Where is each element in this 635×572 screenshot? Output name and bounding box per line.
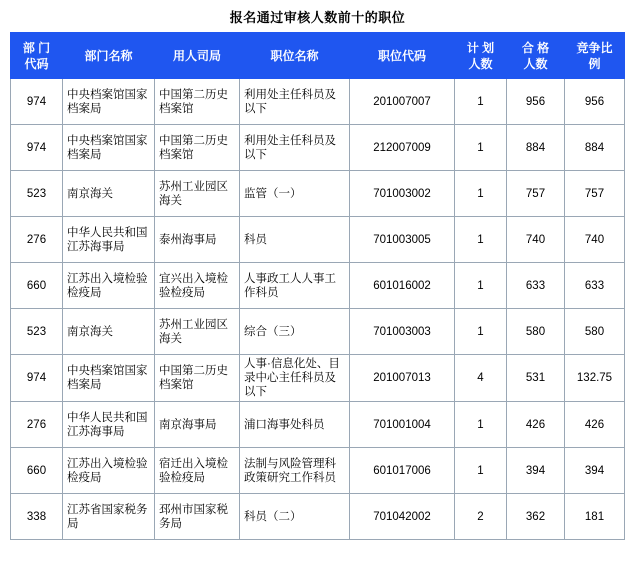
cell-dept-name: 南京海关 [63, 309, 155, 355]
header-dept-code: 部 门 代码 [11, 33, 63, 79]
page-title: 报名通过审核人数前十的职位 [229, 10, 406, 25]
cell-passed-count: 362 [507, 494, 565, 540]
cell-post-code: 701003005 [350, 217, 455, 263]
cell-post-name: 人事政工人人事工作科员 [240, 263, 350, 309]
cell-dept-code: 974 [11, 355, 63, 402]
cell-passed-count: 884 [507, 125, 565, 171]
header-plan-count: 计 划 人数 [455, 33, 507, 79]
cell-post-code: 601016002 [350, 263, 455, 309]
cell-post-code: 212007009 [350, 125, 455, 171]
cell-ratio: 956 [565, 79, 625, 125]
cell-dept-name: 江苏省国家税务局 [63, 494, 155, 540]
cell-ratio: 132.75 [565, 355, 625, 402]
cell-bureau: 宜兴出入境检验检疫局 [155, 263, 240, 309]
cell-bureau: 中国第二历史档案馆 [155, 79, 240, 125]
table-header [11, 33, 625, 79]
header-passed-count: 合 格 人数 [507, 33, 565, 79]
cell-dept-name: 江苏出入境检验检疫局 [63, 448, 155, 494]
cell-passed-count: 426 [507, 402, 565, 448]
header-row [11, 33, 625, 79]
cell-plan-count: 1 [455, 125, 507, 171]
cell-bureau: 苏州工业园区海关 [155, 171, 240, 217]
cell-dept-name: 中央档案馆国家档案局 [63, 125, 155, 171]
cell-ratio: 426 [565, 402, 625, 448]
cell-passed-count: 757 [507, 171, 565, 217]
cell-dept-code: 974 [11, 79, 63, 125]
cell-post-name: 利用处主任科员及以下 [240, 79, 350, 125]
cell-dept-name: 中华人民共和国江苏海事局 [63, 402, 155, 448]
cell-plan-count: 1 [455, 448, 507, 494]
cell-passed-count: 394 [507, 448, 565, 494]
cell-dept-code: 974 [11, 125, 63, 171]
cell-passed-count: 531 [507, 355, 565, 402]
cell-post-code: 601017006 [350, 448, 455, 494]
cell-post-name: 浦口海事处科员 [240, 402, 350, 448]
cell-dept-name: 中央档案馆国家档案局 [63, 79, 155, 125]
table-row [11, 355, 625, 402]
header-bureau: 用人司局 [155, 33, 240, 79]
cell-ratio: 740 [565, 217, 625, 263]
cell-passed-count: 956 [507, 79, 565, 125]
table-row [11, 171, 625, 217]
table-row [11, 448, 625, 494]
cell-post-name: 人事·信息化处、目录中心主任科员及以下 [240, 355, 350, 402]
cell-dept-name: 南京海关 [63, 171, 155, 217]
cell-plan-count: 2 [455, 494, 507, 540]
cell-plan-count: 1 [455, 171, 507, 217]
cell-bureau: 中国第二历史档案馆 [155, 125, 240, 171]
cell-post-name: 科员（二） [240, 494, 350, 540]
cell-plan-count: 1 [455, 79, 507, 125]
cell-ratio: 181 [565, 494, 625, 540]
cell-passed-count: 740 [507, 217, 565, 263]
header-ratio: 竞争比 例 [565, 33, 625, 79]
cell-plan-count: 1 [455, 263, 507, 309]
header-post-code: 职位代码 [350, 33, 455, 79]
cell-plan-count: 1 [455, 217, 507, 263]
cell-bureau: 邳州市国家税务局 [155, 494, 240, 540]
cell-post-name: 利用处主任科员及以下 [240, 125, 350, 171]
table-row [11, 494, 625, 540]
header-dept-name: 部门名称 [63, 33, 155, 79]
cell-ratio: 757 [565, 171, 625, 217]
cell-dept-code: 660 [11, 263, 63, 309]
cell-dept-code: 276 [11, 217, 63, 263]
cell-post-code: 701003002 [350, 171, 455, 217]
cell-ratio: 884 [565, 125, 625, 171]
cell-post-code: 701003003 [350, 309, 455, 355]
cell-dept-code: 523 [11, 171, 63, 217]
cell-post-code: 701001004 [350, 402, 455, 448]
table-row [11, 309, 625, 355]
table-row [11, 402, 625, 448]
cell-bureau: 泰州海事局 [155, 217, 240, 263]
cell-passed-count: 580 [507, 309, 565, 355]
cell-post-code: 701042002 [350, 494, 455, 540]
table-row [11, 125, 625, 171]
cell-plan-count: 4 [455, 355, 507, 402]
cell-dept-name: 江苏出入境检验检疫局 [63, 263, 155, 309]
cell-dept-name: 中央档案馆国家档案局 [63, 355, 155, 402]
cell-dept-code: 338 [11, 494, 63, 540]
cell-post-name: 综合（三） [240, 309, 350, 355]
cell-plan-count: 1 [455, 402, 507, 448]
table-row [11, 79, 625, 125]
cell-bureau: 宿迁出入境检验检疫局 [155, 448, 240, 494]
header-post-name: 职位名称 [240, 33, 350, 79]
table-body [11, 79, 625, 540]
cell-post-name: 科员 [240, 217, 350, 263]
cell-bureau: 苏州工业园区海关 [155, 309, 240, 355]
cell-dept-code: 660 [11, 448, 63, 494]
cell-ratio: 633 [565, 263, 625, 309]
positions-table [10, 32, 625, 540]
cell-dept-code: 276 [11, 402, 63, 448]
cell-post-name: 法制与风险管理科政策研究工作科员 [240, 448, 350, 494]
cell-post-code: 201007007 [350, 79, 455, 125]
table-row [11, 263, 625, 309]
cell-ratio: 580 [565, 309, 625, 355]
table-row [11, 217, 625, 263]
cell-ratio: 394 [565, 448, 625, 494]
cell-dept-name: 中华人民共和国江苏海事局 [63, 217, 155, 263]
cell-bureau: 中国第二历史档案馆 [155, 355, 240, 402]
cell-passed-count: 633 [507, 263, 565, 309]
cell-dept-code: 523 [11, 309, 63, 355]
cell-post-name: 监管（一） [240, 171, 350, 217]
cell-plan-count: 1 [455, 309, 507, 355]
cell-post-code: 201007013 [350, 355, 455, 402]
cell-bureau: 南京海事局 [155, 402, 240, 448]
